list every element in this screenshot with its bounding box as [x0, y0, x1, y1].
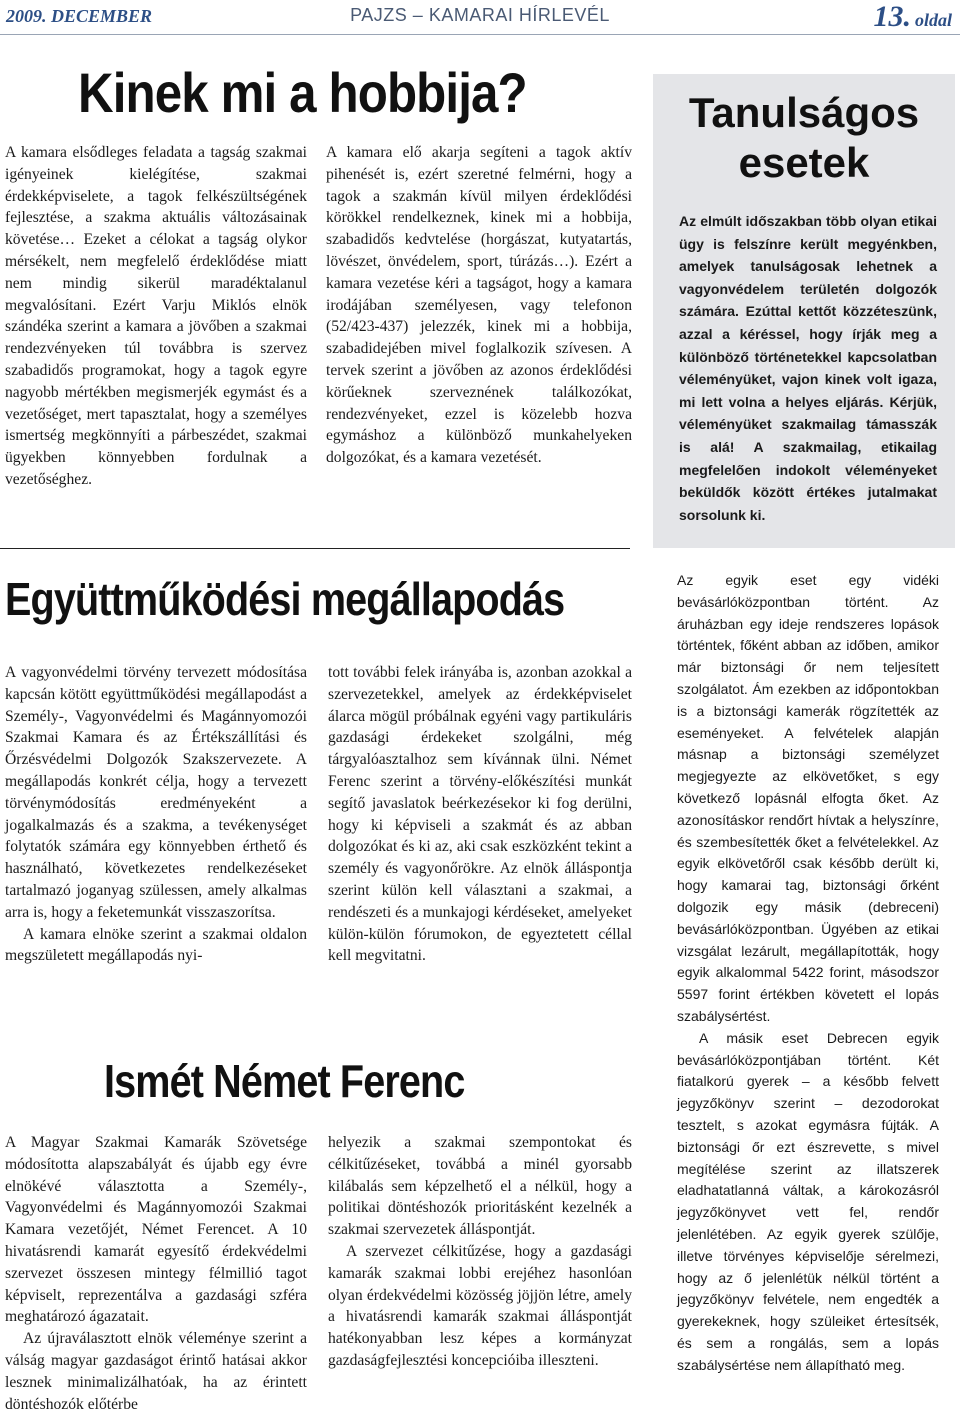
paragraph: helyezik a szakmai szempontokat és célkitűzéseket, továbbá a minél gyorsabb kilábalás sem képzelhető el a nélkül, hogy a politikai döntéshozók prioritásként kezelnék a szakmai szervezetek álláspontját.	[328, 1134, 632, 1239]
sidebar-title	[653, 88, 955, 188]
paragraph: A kamara elsődleges feladata a tagság szakmai igényeinek kielégítése, szakmai érdekképviselete, a tagok felkészültségének fejlesztése, a szakma aktuális változásainak követése… Ezeket a célokat a tagság olykor mérsékelt, nem megfelelő érdeklődése miatt nem mindig sikerül maradéktalanul megvalósítani. Ezért Varju Miklós elnök szándéka szerint a kamara a jövőben a szakmai rendezvényeken túl továbbra is szervez szabadidős programokat, hogy a tagok egyre nagyobb mértékben megismerjék egymást és a vezetőséget, mert tapasztalat, hogy a személyes ismertség megkönnyíti a párbeszédet, szakmai ügyekben könnyebben fordulnak a vezetőséghez.	[5, 144, 307, 488]
paragraph: Az újraválasztott elnök véleménye szerint a válság magyar gazdaságot érintő hatásai akkor lesznek minimalizálhatóak, ha az érintett döntéshozók előtérbe	[5, 1330, 307, 1413]
article-nemet-col1	[5, 1132, 307, 1415]
issue-date: 2009. DECEMBER	[6, 6, 153, 26]
paragraph: A kamara elnöke szerint a szakmai oldalon megszületett megállapodás nyi-	[5, 925, 307, 965]
article-agreement-col1	[5, 662, 307, 967]
paragraph: A kamara elő akarja segíteni a tagok aktív pihenését is, ezért szeretné felmérni, hogy a tagok a szakmán kívül milyen érdeklődési körökkel rendelkeznek, kinek mi a hobbija, szabadidős kedvtelése (horgászat, kutyatartás, lövészet, önvédelem, sport, túrázás…). Ezért a kamara vezetése kéri a tagságot, hogy a kamara irodájában személyesen, vagy telefonon (52/423-437) jelezzék, kinek mi a hobbija, szabadidejében mivel foglalkozik szívesen. A tervek szerint a jövőben az azonos érdeklődési körűeknek szerveznének találkozókat, rendezvényeket, ezzel is közelebb hozva egymáshoz a különböző munkahelyeken dolgozókat, és a kamara vezetését.	[326, 144, 632, 467]
paragraph: A vagyonvédelmi törvény tervezett módosítása kapcsán kötött együttműködési megállapodást a Személy-, Vagyonvédelmi és Magánnyomozói Szakmai Kamara és az Értékszállítási és Őrzésvédelmi Dolgozók Szakszervezete. A megállapodás konkrét célja, hogy a tervezett törvénymódosítás eredményeként a jogalkalmazás és a szakma, a tevékenységet folytatók számára egy könnyebben érthető és használható, következetes rendelkezéseket tartalmazó joganyag szülessen, amely alkalmas arra is, hogy a feketemunkát visszaszorítsa.	[5, 664, 307, 921]
sidebar-box	[653, 74, 955, 548]
sidebar-title-line1: Tanulságos	[688, 89, 920, 136]
article-hobby-col1	[5, 142, 307, 491]
sidebar-cases-column	[677, 570, 939, 1376]
article-nemet-title: Ismét Német Ferenc	[104, 1055, 465, 1107]
article-hobby-col2	[326, 142, 632, 469]
paragraph: A Magyar Szakmai Kamarák Szövetsége módosította alapszabályát és újabb egy évre elnökévé választotta a Személy-, Vagyonvédelmi és Magánnyomozói Szakmai Kamara vezetőjét, Német Ferencet. A 10 hivatásrendi kamarát egyesítő érdekvédelmi szervezet összesen mintegy félmillió tagot képviselt, reprezentálva a gazdasági szféra meghatározó ágazatait.	[5, 1134, 307, 1326]
case-paragraph: Az egyik eset egy vidéki bevásárlóközpontban történt. Az áruházban egy ideje rendszeres lopások történtek, főként abban az időben, amikor már biztonsági őr nem teljesített szolgálatot. Ám ezekben az időpontokban is a biztonsági kamerák rögzítették az eseményeket. A felvételek alapján másnap a biztonsági személyzet megjegyezte az elkövetőket, s egy következő lopásnál elfogta őket. Az azonosításkor rendőrt hívtak a helyszínre, és szembesítették őket a felvételekkel. Az egyik elkövetőről csak később derült ki, hogy kamarai tag, biztonsági őrként dolgozik egy másik (debreceni) bevásárlóközpontban. Ügyében az etikai vizsgálat lezárult, megállapították, hogy egyik alkalommal 5422 forint, másodszor 5597 forint értékben követett el lopás szabálysértést.	[677, 572, 939, 1024]
publication-title: PAJZS – KAMARAI HÍRLEVÉL	[350, 5, 610, 25]
sidebar-intro: Az elmúlt időszakban több olyan etikai ügy is felszínre került megyénkben, amelyek tanulságosak lehetnek a vagyonvédelem területén dolgozók számára. Ezúttal kettőt közzéteszünk, azzal a kéréssel, hogy írják meg a különböző történetekkel kapcsolatban véleményüket, vajon kinek volt igaza, mi lett volna a helyes eljárás. Kérjük, véleményüket szakmailag támasszák is alá! A szakmailag, etikailag megfelelően indokolt véleményeket beküldők között értékes jutalmakat sorsolunk ki.	[679, 213, 937, 523]
paragraph: tott további felek irányába is, azonban azokkal a szervezetekkel, amelyek az érdekképviselet álarca mögül próbálnak egyéni vagy partikuláris gazdasági érdekeket szolgálni, még tárgyalóasztalhoz sem kívánnak ülni. Német Ferenc szerint a törvény-előkészítési munkát segítő javaslatok beérkezésekor ki fog derülni, hogy ki képviseli a szakmát és az abban dolgozókat és ki az, aki csak eszközként tekint a személy és vagyonőrökre. Az elnök álláspontja szerint külön kell választani a szakmai, a rendészeti és a munkajogi kérdéseket, amelyeket külön-külön fórumokon, de egyeztetett céllal kell megvitatni.	[328, 664, 632, 965]
page-header	[0, 0, 960, 35]
section-divider	[0, 548, 630, 549]
page-number	[873, 0, 952, 34]
article-nemet-col2	[328, 1132, 632, 1372]
article-agreement-title: Együttműködési megállapodás	[5, 573, 565, 625]
case-paragraph: A másik eset Debrecen egyik bevásárlóközpontjában történt. Két fiatalkorú gyerek – a később felvett jegyzőkönyv szerint – dezodorokat tesztelt, s azokat egymásra fújták. A biztonsági őr ezt észrevette, s mivel megítélése szerint az illatszerek eladhatatlanná váltak, a károkozásról jegyzőkönyvet vett fel, rendőr jelenlétében. Az egyik gyerek szülője, illetve törvényes képviselője sérelmezi, hogy az ő jelenlétük nélkül történt a jegyzőkönyv felvétele, nem engedték a gyerekeknek, hogy szüleiket értesítsék, és sem a rongálás, sem a lopás szabálysértése nem állapítható meg.	[677, 1029, 939, 1373]
page-number-label: oldal	[914, 10, 952, 30]
paragraph: A szervezet célkitűzése, hogy a gazdasági kamarák szakmai lobbi erejéhez hasonlóan olyan érdekvédelmi közösség jöjjön létre, amely a hivatásrendi kamarák szakmai álláspontját hatékonyabban lesz képes a kormányzat gazdaságfejlesztési koncepcióiba illeszteni.	[328, 1242, 632, 1369]
article-agreement-col2	[328, 662, 632, 967]
sidebar-title-line2: esetek	[738, 139, 870, 186]
page-number-value: 13.	[873, 0, 911, 33]
article-hobby-title: Kinek mi a hobbija?	[78, 61, 527, 124]
